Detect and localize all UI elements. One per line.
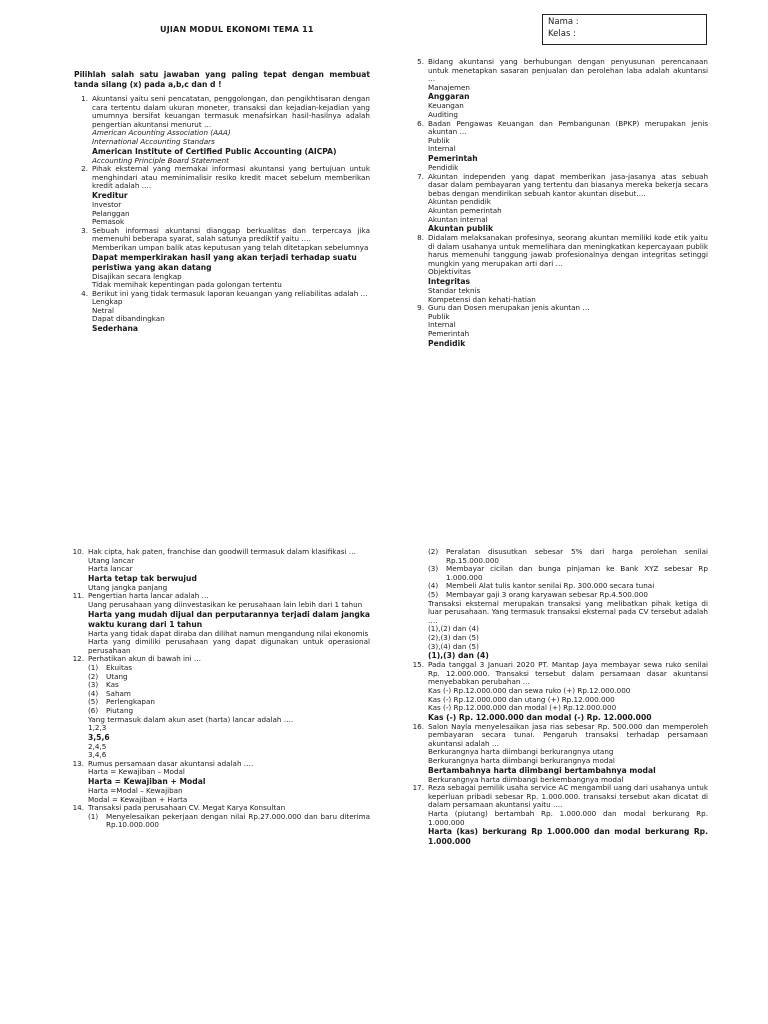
option[interactable]: Dapat dibandingkan [92, 314, 165, 324]
option[interactable]: Utang lancar [88, 555, 135, 565]
option[interactable]: American Acounting Association (AAA) [92, 128, 231, 138]
question-followup: Yang termasuk dalam akun aset (harta) lancar adalah …. [88, 714, 294, 724]
item-text: Membayar gaji 3 orang karyawan sebesar Rp.4.500.000 [446, 589, 648, 599]
option-answer[interactable]: 3,5,6 [88, 732, 110, 742]
question-11 [70, 592, 370, 655]
option[interactable]: Tidak memihak kepentingan pada golongan tertentu [92, 280, 282, 290]
question-text: Reza sebagai pemilik usaha service AC mengambil uang dari usahanya untuk keperluan pribadi sebesar Rp. 1.000.000. transaksi tersebut akan dicatat di dalam persamaan akuntansi yaitu …. [428, 783, 708, 810]
question-number: 8. [417, 233, 424, 243]
item-number: (1) [88, 662, 99, 672]
option-answer[interactable]: (1),(3) dan (4) [428, 651, 489, 661]
question-16 [410, 723, 708, 785]
question-4 [74, 290, 370, 334]
question-number: 12. [72, 654, 84, 664]
item-text: Piutang [106, 705, 134, 715]
option[interactable]: Harta yang dimiliki perusahaan yang dapat digunakan untuk operasional perusahaan [88, 637, 370, 655]
item-number: (5) [428, 589, 439, 599]
question-number: 14. [72, 803, 84, 813]
question-3 [74, 227, 370, 290]
option-answer[interactable]: Sederhana [92, 324, 139, 334]
question-17 [410, 784, 708, 847]
question-number: 7. [417, 171, 424, 181]
question-text: Akuntansi yaitu seni pencatatan, penggolongan, dan pengikhtisaran dengan cara tertentu dalam ukuran moneter, transaksi dan kejadian-kejadian yang umumnya bersifat keuangan termasuk menafsirkan hasil-hasilnya adalah pengertian akuntansi menurut … [92, 94, 370, 129]
item-number: (3) [428, 564, 439, 574]
option[interactable]: (2),(3) dan (5) [428, 632, 479, 642]
question-text: Salon Nayla menyelesaikan jasa rias sebesar Rp. 500.000 dan memperoleh pembayaran secara tunai. Pengaruh transaksi terhadap persamaan akuntansi adalah … [428, 721, 708, 748]
question-number: 10. [72, 547, 84, 556]
question-number: 11. [72, 591, 84, 601]
option[interactable]: Berkurangnya harta diimbangi berkembangnya modal [428, 774, 624, 784]
question-number: 9. [417, 303, 424, 313]
transaction-item [410, 548, 708, 565]
item-text: Kas [106, 680, 119, 690]
item-text: Saham [106, 688, 131, 698]
option[interactable]: Harta (piutang) bertambah Rp. 1.000.000 dan modal berkurang Rp. 1.000.000 [428, 809, 708, 827]
item-number: (2) [88, 671, 99, 681]
option-answer[interactable]: Harta = Kewajiban + Modal [88, 777, 206, 787]
question-6 [410, 120, 708, 173]
option-answer[interactable]: Kas (-) Rp. 12.000.000 dan modal (-) Rp. 12.000.000 [428, 712, 652, 722]
option[interactable]: Internal [428, 320, 456, 330]
option[interactable]: Keuangan [428, 101, 464, 111]
question-number: 5. [417, 57, 424, 66]
option[interactable]: Pelanggan [92, 208, 130, 218]
question-number: 6. [417, 118, 424, 128]
option-answer[interactable]: Harta (kas) berkurang Rp 1.000.000 dan modal berkurang Rp. 1.000.000 [428, 827, 708, 847]
option[interactable]: Publik [428, 135, 450, 145]
question-text: Pengertian harta lancar adalah … [88, 591, 209, 601]
option[interactable]: Internal [428, 144, 456, 154]
option[interactable]: Akuntan pemerintah [428, 205, 502, 215]
question-text: Pada tanggal 3 Januari 2020 PT. Mantap Jaya membayar sewa ruko senilai Rp. 12.000.000. Transaksi tersebut dalam persamaan dasar akuntansi menyebabkan perubahan … [428, 660, 708, 687]
option-answer[interactable]: Akuntan publik [428, 224, 494, 234]
option-answer[interactable]: Anggaran [428, 92, 470, 102]
item-text: Perlengkapan [106, 697, 155, 707]
option-answer[interactable]: Integritas [428, 277, 471, 287]
item-text: Utang [106, 671, 128, 681]
transaction-item [410, 565, 708, 582]
question-number: 16. [412, 721, 424, 731]
transaction-item [70, 813, 370, 830]
option[interactable]: Kompetensi dan kehati-hatian [428, 294, 536, 304]
question-text: Didalam melaksanakan profesinya, seorang akuntan memiliki kode etik yaitu di dalam usahanya untuk memelihara dan meningkatkan kepercayaan publik harus memenuhi tanggung jawab profesionalnya dengan integritas setinggi mungkin yang merupakan arti dari … [428, 233, 708, 268]
option[interactable]: Manajemen [428, 82, 470, 92]
question-9 [410, 304, 708, 348]
option[interactable]: Akuntan pendidik [428, 197, 491, 207]
column-top-left [74, 70, 370, 334]
option[interactable]: Pemerintah [428, 329, 470, 339]
item-text: Peralatan disusutkan sebesar 5% dari harga perolehan senilai Rp.15.000.000 [446, 547, 708, 565]
column-top-right [410, 58, 708, 349]
question-1 [74, 95, 370, 165]
option[interactable]: Kas (-) Rp.12.000.000 dan sewa ruko (+) Rp.12.000.000 [428, 685, 631, 695]
option[interactable]: Akuntan internal [428, 214, 488, 224]
question-number: 13. [72, 758, 84, 768]
option[interactable]: Harta = Kewajiban – Modal [88, 767, 185, 777]
option-answer[interactable]: Harta yang mudah dijual dan perputarannya terjadi dalam jangka waktu kurang dari 1 tahun [88, 609, 370, 629]
option[interactable]: Memberikan umpan balik atas keputusan yang telah ditetapkan sebelumnya [92, 242, 369, 252]
item-number: (2) [428, 547, 439, 556]
question-text: Akuntan independen yang dapat memberikan jasa-jasanya atas sebuah dasar dalam pembayaran yang tertentu dan biasanya mereka bekerja secara bebas dengan mendirikan sebuah kantor akuntan disebut…. [428, 171, 708, 198]
item-number: (6) [88, 705, 99, 715]
option[interactable]: Investor [92, 199, 122, 209]
option[interactable]: International Accounting Standars [92, 136, 215, 146]
option[interactable]: Lengkap [92, 297, 123, 307]
name-label: Nama : [548, 17, 579, 27]
question-2 [74, 165, 370, 227]
question-14 [70, 804, 370, 830]
option[interactable]: 2,4,5 [88, 741, 107, 751]
question-text: Hak cipta, hak paten, franchise dan goodwill termasuk dalam klasifikasi … [88, 547, 356, 556]
question-followup: Transaksi eksternal merupakan transaksi yang melibatkan pihak ketiga di luar perusahaan. Yang termasuk transaksi eksternal pada CV tersebut adalah …. [428, 598, 708, 625]
question-14-continued [410, 548, 708, 661]
option[interactable]: Pemasok [92, 217, 125, 227]
item-text: Membayar cicilan dan bunga pinjaman ke Bank XYZ sebesar Rp 1.000.000 [446, 564, 708, 582]
option[interactable]: Kas (-) Rp.12.000.000 dan modal (+) Rp.12.000.000 [428, 703, 617, 713]
instruction: Pilihlah salah satu jawaban yang paling tepat dengan membuat tanda silang (x) pada a,b,c dan d ! [74, 70, 370, 89]
item-number: (5) [88, 697, 99, 707]
option[interactable]: Berkurangnya harta diimbangi berkurangnya modal [428, 756, 615, 766]
item-number: (4) [428, 581, 439, 591]
question-15 [410, 661, 708, 723]
question-text: Sebuah informasi akuntansi dianggap berkualitas dan terpercaya jika memenuhi beberapa syarat, salah satunya prediktif yaitu …. [92, 225, 370, 244]
option[interactable]: (1),(2) dan (4) [428, 624, 479, 634]
option[interactable]: (3),(4) dan (5) [428, 641, 479, 651]
option-answer[interactable]: Harta tetap tak berwujud [88, 573, 197, 583]
option[interactable]: Standar teknis [428, 286, 481, 296]
column-bottom-left [70, 548, 370, 830]
question-number: 4. [81, 288, 88, 298]
question-13 [70, 760, 370, 804]
class-label: Kelas : [548, 29, 576, 39]
column-bottom-right [410, 548, 708, 847]
question-number: 17. [412, 783, 424, 793]
exam-title: UJIAN MODUL EKONOMI TEMA 11 [160, 25, 314, 34]
question-10 [70, 548, 370, 592]
option[interactable]: Disajikan secara lengkap [92, 271, 182, 281]
option-answer[interactable]: Pemerintah [428, 153, 478, 163]
option[interactable]: Kas (-) Rp.12.000.000 dan utang (+) Rp.12.000.000 [428, 694, 615, 704]
question-text: Guru dan Dosen merupakan jenis akuntan … [428, 303, 590, 313]
question-text: Berikut ini yang tidak termasuk laporan keuangan yang reliabilitas adalah … [92, 288, 368, 298]
option[interactable]: Harta =Modal – Kewajiban [88, 786, 183, 796]
item-text: Membeli Alat tulis kantor senilai Rp. 300.000 secara tunai [446, 581, 655, 591]
item-number: (3) [88, 680, 99, 690]
option-answer[interactable]: American Institute of Certified Public Accounting (AICPA) [92, 146, 337, 156]
item-text: Ekuitas [106, 662, 133, 672]
question-text: Transaksi pada perusahaan CV. Megat Karya Konsultan [88, 803, 286, 813]
question-text: Bidang akuntansi yang berhubungan dengan penyusunan perencanaan untuk menetapkan sasaran penjualan dan perolehan laba adalah akuntansi … [428, 57, 708, 84]
question-7 [410, 173, 708, 235]
option[interactable]: Pendidik [428, 162, 459, 172]
student-info-box[interactable] [542, 14, 707, 45]
item-number: (4) [88, 688, 99, 698]
option[interactable]: Publik [428, 311, 450, 321]
option-answer[interactable]: Bertambahnya harta diimbangi bertambahnya modal [428, 765, 656, 775]
option[interactable]: Modal = Kewajiban + Harta [88, 794, 188, 804]
option[interactable]: 1,2,3 [88, 723, 107, 733]
question-text: Pihak eksternal yang memakai informasi akuntansi yang bertujuan untuk menghindari atau meminimalisir resiko kredit macet sebelum memberikan kredit adalah …. [92, 164, 370, 191]
option[interactable]: Accounting Principle Board Statement [92, 155, 229, 165]
question-5 [410, 58, 708, 120]
item-text: Menyelesaikan pekerjaan dengan nilai Rp.27.000.000 dan baru diterima Rp.10.000.000 [106, 811, 370, 830]
question-text: Badan Pengawas Keuangan dan Pembangunan (BPKP) merupakan jenis akuntan … [428, 118, 708, 137]
option[interactable]: Berkurangnya harta diimbangi berkurangnya utang [428, 747, 614, 757]
option[interactable]: Objektivitas [428, 267, 471, 277]
option[interactable]: Utang jangka panjang [88, 582, 168, 592]
option[interactable]: Netral [92, 305, 114, 315]
option-answer[interactable]: Kreditur [92, 190, 128, 200]
question-text: Perhatikan akun di bawah ini … [88, 654, 202, 664]
question-text: Rumus persamaan dasar akuntansi adalah …. [88, 758, 254, 768]
option-answer[interactable]: Dapat memperkirakan hasil yang akan terjadi terhadap suatu peristiwa yang akan datang [92, 252, 357, 272]
option[interactable]: Uang perusahaan yang diinvestasikan ke perusahaan lain lebih dari 1 tahun [88, 599, 363, 609]
question-number: 1. [81, 94, 88, 103]
item-number: (1) [88, 811, 99, 821]
question-8 [410, 234, 708, 304]
option[interactable]: Auditing [428, 109, 458, 119]
option[interactable]: 3,4,6 [88, 750, 107, 760]
question-number: 3. [81, 225, 88, 235]
question-number: 2. [81, 164, 88, 174]
option[interactable]: Harta yang tidak dapat diraba dan dilihat namun mengandung nilai ekonomis [88, 628, 369, 638]
question-number: 15. [412, 660, 424, 670]
option-answer[interactable]: Pendidik [428, 338, 466, 348]
option[interactable]: Harta lancar [88, 564, 133, 574]
question-12 [70, 655, 370, 760]
